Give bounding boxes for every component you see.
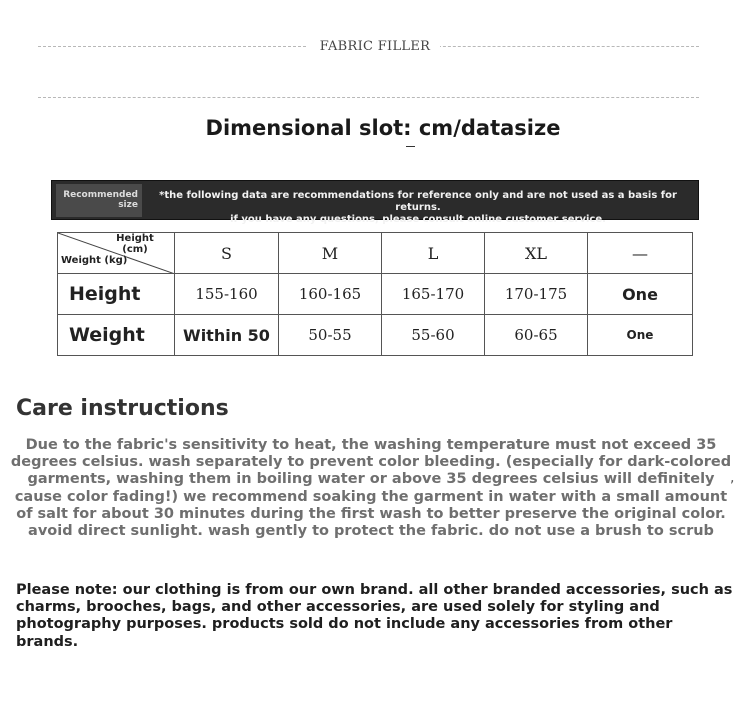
- care-instructions-title: Care instructions: [16, 396, 229, 421]
- notice-text: [142, 190, 694, 226]
- notice-tag: Recommended size: [56, 184, 142, 217]
- table-cell: 155-160: [175, 274, 279, 315]
- size-col-header: —: [588, 233, 693, 274]
- size-header-row: [58, 233, 693, 274]
- size-col-header: M: [279, 233, 382, 274]
- table-cell: 170-175: [485, 274, 588, 315]
- row-label-height: Height: [58, 274, 175, 315]
- size-col-header: L: [382, 233, 485, 274]
- title-underscore-mark: [406, 146, 415, 147]
- notice-line-1: *the following data are recommendations for reference only and are not used as a basis for returns.: [159, 190, 677, 213]
- row-label-weight: Weight: [58, 315, 175, 356]
- size-col-header: S: [175, 233, 279, 274]
- please-note-text: Please note: our clothing is from our own brand. all other branded accessories, such as charms, brooches, bags, and other accessories, are used solely for styling and photography purposes. products sold do not include any accessories from other brands.: [16, 582, 733, 650]
- table-cell: 50-55: [279, 315, 382, 356]
- table-row-weight: [58, 315, 693, 356]
- divider-dashed-line: [38, 97, 699, 98]
- size-table: [57, 232, 693, 356]
- table-cell: 55-60: [382, 315, 485, 356]
- care-instructions-body: Due to the fabric's sensitivity to heat, the washing temperature must not exceed 35 degrees celsius. wash separately to prevent color bleeding. (especially for dark-colored garments, washing them in boiling water or above 35 degrees celsius will definitely cause color fading!) we recommend soaking the garment in water with a small amount of salt for about 30 minutes during the first wash to better preserve the original color. avoid direct sunlight. wash gently to protect the fabric. do not use a brush to scrub: [10, 437, 732, 540]
- size-col-header: XL: [485, 233, 588, 274]
- section-label: FABRIC FILLER: [0, 39, 750, 54]
- table-cell: 60-65: [485, 315, 588, 356]
- table-cell: One: [588, 274, 693, 315]
- corner-weight-label: Weight (kg): [61, 255, 128, 266]
- table-cell: 160-165: [279, 274, 382, 315]
- page-title: Dimensional slot: cm/datasize: [205, 116, 561, 140]
- table-cell: One: [588, 315, 693, 356]
- table-cell: 165-170: [382, 274, 485, 315]
- table-row-height: [58, 274, 693, 315]
- corner-height-label: Height (cm): [116, 233, 154, 255]
- table-corner-cell: [58, 233, 175, 274]
- recommendation-notice: [51, 180, 699, 225]
- table-cell: Within 50: [175, 315, 279, 356]
- stray-mark: ,: [730, 470, 735, 486]
- notice-line-2: if you have any questions, please consult online customer service.: [230, 214, 606, 225]
